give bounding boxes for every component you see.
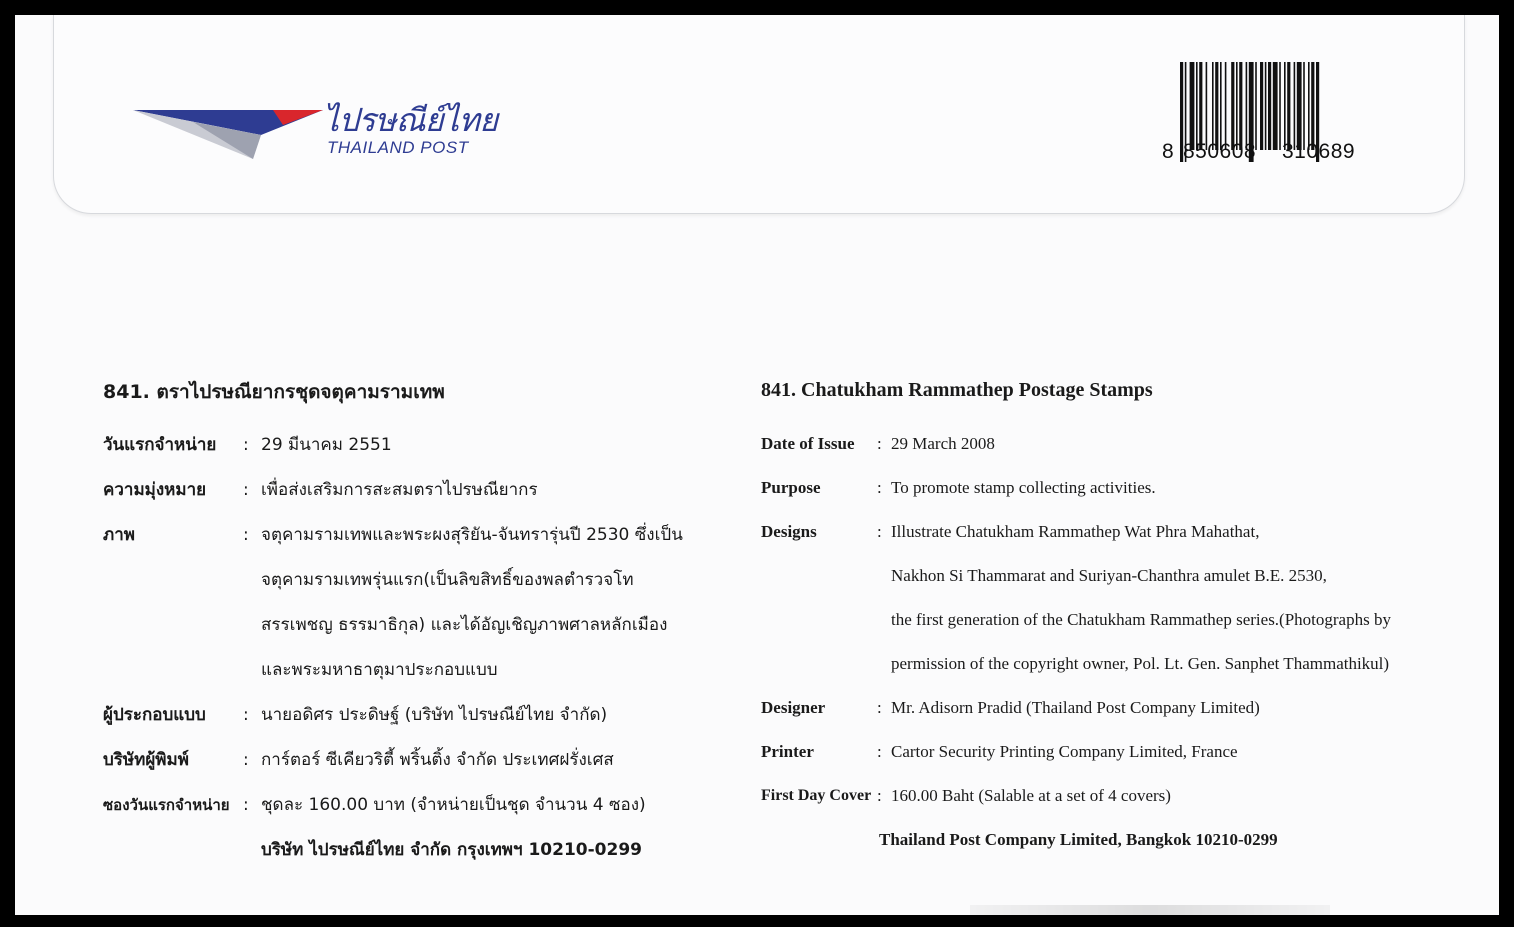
separator: : (243, 750, 249, 770)
barcode-bar (1215, 62, 1218, 150)
barcode-left-digits: 850608 (1183, 140, 1257, 163)
barcode-bar (1260, 62, 1263, 150)
barcode (1162, 62, 1387, 172)
barcode-bar (1206, 62, 1208, 150)
separator: : (877, 698, 882, 717)
thai-image-line: และพระมหาธาตุมาประกอบแบบ (261, 660, 498, 680)
thai-image-label: ภาพ (103, 525, 135, 545)
english-designer-value: Mr. Adisorn Pradid (Thailand Post Company Limited) (891, 698, 1260, 717)
separator: : (877, 434, 882, 453)
english-purpose-label: Purpose (761, 478, 821, 497)
barcode-bar (1239, 62, 1242, 150)
separator: : (243, 480, 249, 500)
logo-english-text: THAILAND POST (327, 138, 469, 157)
barcode-bar (1199, 62, 1202, 150)
separator: : (243, 435, 249, 455)
separator: : (877, 478, 882, 497)
thai-purpose-label: ความมุ่งหมาย (103, 480, 207, 500)
barcode-right-digits: 310689 (1282, 140, 1356, 163)
barcode-bar (1303, 62, 1305, 150)
thai-fdc-label: ซองวันแรกจำหน่าย (103, 796, 230, 814)
thai-designer-value: นายอดิศร ประดิษฐ์ (บริษัท ไปรษณีย์ไทย จำกัด) (261, 705, 608, 725)
thai-image-value (261, 513, 743, 693)
english-date-value: 29 March 2008 (891, 434, 995, 453)
thailand-post-logo (133, 93, 513, 163)
english-details (761, 379, 1461, 862)
english-date-row (761, 422, 1461, 466)
barcode-bar (1225, 62, 1227, 150)
english-printer-label: Printer (761, 742, 814, 761)
barcode-bar (1196, 62, 1198, 150)
separator: : (877, 522, 882, 541)
barcode-bar (1212, 62, 1214, 150)
english-designs-value (891, 510, 1461, 686)
barcode-bar (1308, 62, 1310, 150)
thai-purpose-row (103, 468, 743, 513)
english-designs-line: the first generation of the Chatukham Rammathep series.(Photographs by (891, 610, 1391, 629)
barcode-bar (1231, 62, 1234, 150)
thai-fdc-row (103, 783, 743, 828)
thai-printer-label: บริษัทผู้พิมพ์ (103, 750, 189, 770)
barcode-bar (1287, 62, 1290, 150)
thai-image-line: จตุคามรามเทพและพระผงสุริยัน-จันทรารุ่นปี 2530 ซึ่งเป็น (261, 525, 683, 545)
thai-printer-row (103, 738, 743, 783)
english-purpose-row (761, 466, 1461, 510)
barcode-bar (1268, 62, 1271, 150)
english-designer-row (761, 686, 1461, 730)
thai-designer-label: ผู้ประกอบแบบ (103, 705, 206, 725)
separator: : (243, 705, 249, 725)
english-printer-value: Cartor Security Printing Company Limited, France (891, 742, 1238, 761)
thai-fdc-value: ชุดละ 160.00 บาท (จำหน่ายเป็นชุด จำนวน 4 ซอง) (261, 795, 646, 815)
logo-thai-text: ไปรษณีย์ไทย (323, 101, 498, 139)
english-designs-row (761, 510, 1461, 686)
english-designer-label: Designer (761, 698, 826, 717)
english-purpose-value: To promote stamp collecting activities. (891, 478, 1156, 497)
barcode-bar (1265, 62, 1267, 150)
english-printer-row (761, 730, 1461, 774)
barcode-bar (1273, 62, 1278, 150)
thai-title: 841. ตราไปรษณียากรชุดจตุคามรามเทพ (103, 381, 445, 403)
thai-image-line: สรรเพชญ ธรรมาธิกุล) และได้อัญเชิญภาพศาลหลักเมือง (261, 615, 668, 635)
english-title: 841. Chatukham Rammathep Postage Stamps (761, 379, 1153, 401)
barcode-bar (1255, 62, 1257, 150)
logo-wing-icon (133, 93, 323, 163)
english-designs-label: Designs (761, 522, 817, 541)
barcode-bar (1220, 62, 1222, 150)
thai-date-label: วันแรกจำหน่าย (103, 435, 217, 455)
thai-designer-row (103, 693, 743, 738)
thai-date-row (103, 423, 743, 468)
barcode-bar (1236, 62, 1238, 150)
envelope-back (15, 15, 1499, 915)
barcode-bar (1311, 62, 1314, 150)
edge-shadow (970, 905, 1330, 915)
thai-image-line: จตุคามรามเทพรุ่นแรก(เป็นลิขสิทธิ์ของพลตำรวจโท (261, 570, 634, 590)
english-footer: Thailand Post Company Limited, Bangkok 10210-0299 (879, 830, 1278, 849)
english-fdc-value: 160.00 Baht (Salable at a set of 4 covers) (891, 786, 1171, 805)
barcode-bar (1297, 62, 1302, 150)
separator: : (877, 742, 882, 761)
separator: : (243, 795, 249, 815)
barcode-bar (1190, 62, 1195, 150)
english-date-label: Date of Issue (761, 434, 855, 453)
separator: : (877, 786, 882, 805)
separator: : (243, 525, 249, 545)
english-designs-line: Nakhon Si Thammarat and Suriyan-Chanthra amulet B.E. 2530, (891, 566, 1327, 585)
thai-printer-value: การ์ตอร์ ซีเคียวริตี้ พริ้นติ้ง จำกัด ประเทศฝรั่งเศส (261, 750, 614, 770)
thai-footer: บริษัท ไปรษณีย์ไทย จำกัด กรุงเทพฯ 10210-0299 (261, 840, 642, 860)
english-fdc-label: First Day Cover (761, 787, 872, 804)
barcode-bar (1294, 62, 1296, 150)
thai-date-value: 29 มีนาคม 2551 (261, 435, 392, 455)
barcode-bar (1279, 62, 1281, 150)
barcode-bar (1246, 62, 1248, 150)
thai-details (103, 377, 743, 872)
barcode-bar (1284, 62, 1286, 150)
thai-purpose-value: เพื่อส่งเสริมการสะสมตราไปรษณียากร (261, 480, 538, 500)
english-designs-line: Illustrate Chatukham Rammathep Wat Phra Mahathat, (891, 522, 1260, 541)
english-fdc-row (761, 774, 1461, 818)
thai-image-row (103, 513, 743, 693)
english-designs-line: permission of the copyright owner, Pol. Lt. Gen. Sanphet Thammathikul) (891, 654, 1390, 673)
barcode-first-digit: 8 (1162, 140, 1174, 163)
